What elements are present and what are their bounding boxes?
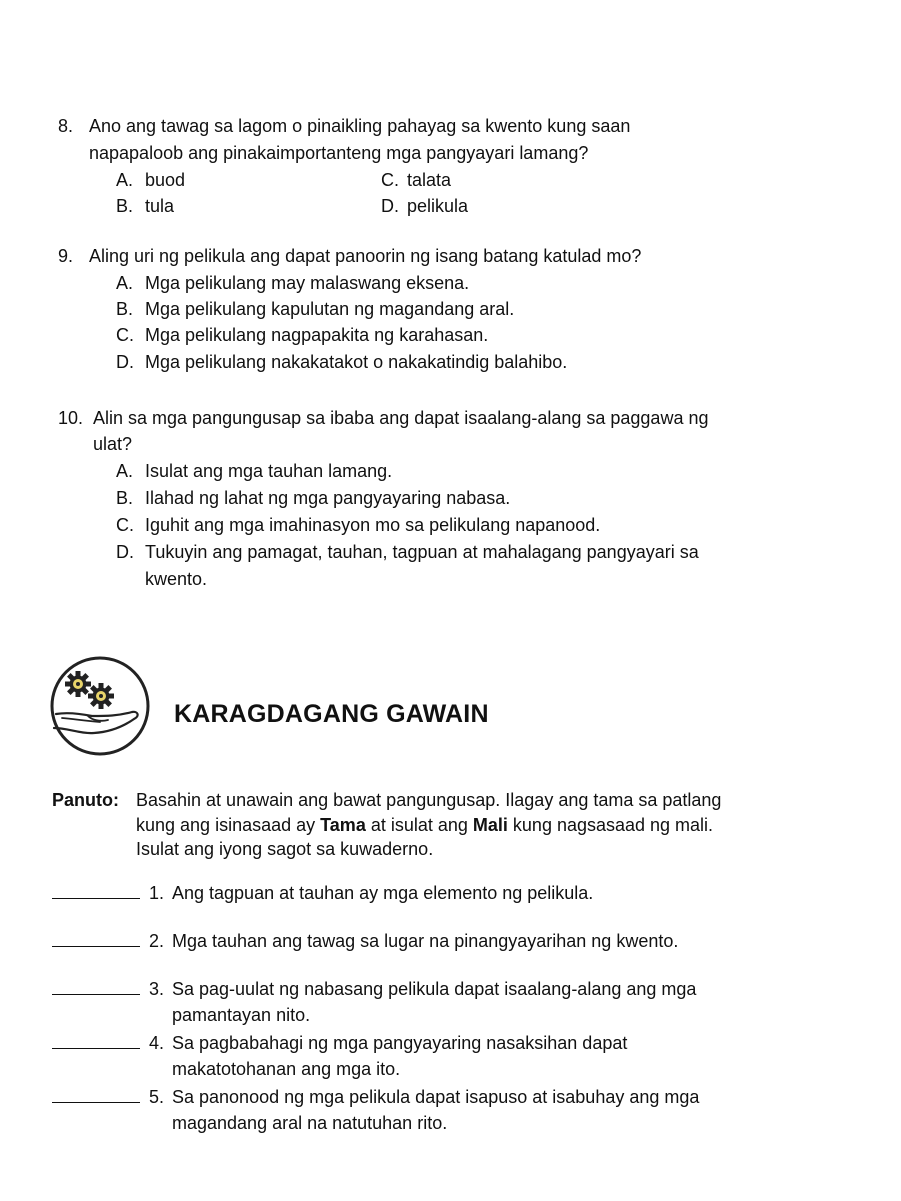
- question-number: 10.: [58, 408, 84, 428]
- choice-letter: D.: [116, 542, 134, 562]
- choice-text: talata: [407, 170, 452, 190]
- item-number: 5.: [149, 1087, 165, 1107]
- choice-letter: B.: [116, 488, 134, 508]
- keyword-tama: Tama: [320, 815, 366, 835]
- answer-blank[interactable]: [52, 1032, 140, 1054]
- answer-blank[interactable]: [52, 1086, 140, 1108]
- choice-text: Mga pelikulang nakakatakot o nakakatindig balahibo.: [145, 352, 568, 372]
- question-text: Alin sa mga pangungusap sa ibaba ang dapat isaalang-alang sa paggawa ng: [93, 408, 709, 428]
- choice-text: Tukuyin ang pamagat, tauhan, tagpuan at mahalagang pangyayari sa: [145, 542, 699, 562]
- item-number: 2.: [149, 931, 165, 951]
- answer-blank[interactable]: [52, 930, 140, 952]
- keyword-mali: Mali: [472, 815, 508, 835]
- choice-letter: B.: [116, 299, 134, 319]
- item-number: 4.: [149, 1033, 165, 1053]
- answer-blank[interactable]: [52, 882, 140, 904]
- question-text-cont: napapaloob ang pinakaimportanteng mga pangyayari lamang?: [89, 143, 589, 163]
- choice-text-cont: kwento.: [145, 569, 208, 589]
- item-text: Sa panonood ng mga pelikula dapat isapuso at isabuhay ang mga: [172, 1087, 700, 1107]
- question-number: 9.: [58, 246, 74, 266]
- item-number: 1.: [149, 883, 165, 903]
- choice-letter: A.: [116, 170, 134, 190]
- question-text: Ano ang tawag sa lagom o pinaikling pahayag sa kwento kung saan: [89, 116, 631, 136]
- item-text: Ang tagpuan at tauhan ay mga elemento ng pelikula.: [172, 883, 594, 903]
- choice-text: Ilahad ng lahat ng mga pangyayaring nabasa.: [145, 488, 511, 508]
- answer-blank[interactable]: [52, 978, 140, 1000]
- item-text: Mga tauhan ang tawag sa lugar na pinangyayarihan ng kwento.: [172, 931, 679, 951]
- choice-text: Isulat ang mga tauhan lamang.: [145, 461, 393, 481]
- choice-letter: B.: [116, 196, 134, 216]
- question-number: 8.: [58, 116, 74, 136]
- choice-letter: A.: [116, 461, 134, 481]
- item-text: Sa pag-uulat ng nabasang pelikula dapat isaalang-alang ang mga: [172, 979, 697, 999]
- item-number: 3.: [149, 979, 165, 999]
- hand-with-gears-icon: [48, 656, 152, 756]
- item-text: Sa pagbabahagi ng mga pangyayaring nasaksihan dapat: [172, 1033, 628, 1053]
- question-text: Aling uri ng pelikula ang dapat panoorin ng isang batang katulad mo?: [89, 246, 642, 266]
- item-text-cont: pamantayan nito.: [172, 1005, 311, 1025]
- choice-text: Iguhit ang mga imahinasyon mo sa pelikulang napanood.: [145, 515, 601, 535]
- choice-letter: C.: [116, 325, 134, 345]
- choice-letter: A.: [116, 273, 134, 293]
- item-text-cont: makatotohanan ang mga ito.: [172, 1059, 401, 1079]
- choice-text: Mga pelikulang may malaswang eksena.: [145, 273, 470, 293]
- choice-text: buod: [145, 170, 186, 190]
- choice-letter: D.: [381, 196, 399, 216]
- choice-letter: C.: [116, 515, 134, 535]
- question-text-cont: ulat?: [93, 434, 133, 454]
- item-text-cont: magandang aral na natutuhan rito.: [172, 1113, 448, 1133]
- instructions-text-cont: kung ang isinasaad ay Tama at isulat ang Mali kung nagsasaad ng mali.: [136, 815, 714, 835]
- instructions-text: Basahin at unawain ang bawat pangungusap. Ilagay ang tama sa patlang: [136, 790, 722, 810]
- choice-text: Mga pelikulang kapulutan ng magandang aral.: [145, 299, 515, 319]
- choice-letter: D.: [116, 352, 134, 372]
- instructions-text-cont: Isulat ang iyong sagot sa kuwaderno.: [136, 839, 434, 859]
- instructions-label: Panuto:: [52, 790, 119, 810]
- choice-text: Mga pelikulang nagpapakita ng karahasan.: [145, 325, 489, 345]
- choice-text: tula: [145, 196, 175, 216]
- choice-letter: C.: [381, 170, 399, 190]
- choice-text: pelikula: [407, 196, 469, 216]
- section-heading: KARAGDAGANG GAWAIN: [174, 700, 489, 728]
